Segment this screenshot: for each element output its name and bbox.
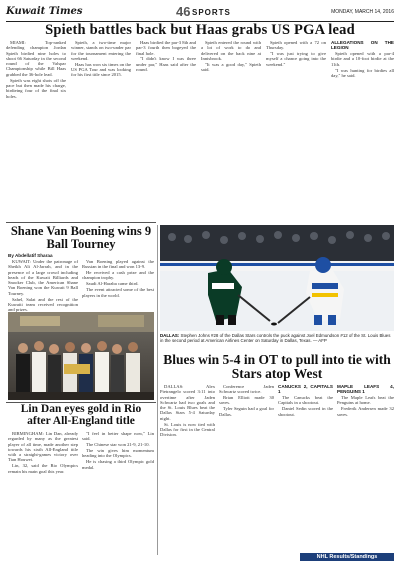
shane-paragraph: Sahel, Salat and the rest of the Kuwaiti team received recognition and prizes. (8, 296, 78, 313)
headline-lin-dan: Lin Dan eyes gold in Rio after All-England title (20, 403, 142, 427)
spieth-column-5 (266, 40, 326, 140)
blues-paragraph: Tyler Seguin had a goal for Dallas. (219, 406, 274, 417)
spieth-paragraph: Spieth opened with a par-4 birdie and a 10-foot birdie at the 11th. (331, 51, 394, 67)
hockey-photo-caption (160, 333, 394, 351)
headline-spieth: Spieth battles back but Haas grabs US PGA lead (45, 22, 355, 38)
blues-subhead: MAPLE LEAFS 4, PENGUINS 1 (337, 384, 394, 395)
blues-column-2 (219, 384, 274, 550)
blues-column-1 (160, 384, 215, 550)
spieth-paragraph: Spieth entered the round with a lot of work to do and delivered on the back nine at Innisbrook. (201, 40, 261, 61)
spieth-column-3 (136, 40, 196, 140)
spieth-column-6 (331, 40, 394, 140)
spieth-paragraph: Spieth opened with a 72 on Thursday. (266, 40, 326, 51)
newspaper-brand: Kuwait Times (6, 6, 83, 17)
caption-dateline: DALLAS: (160, 333, 180, 338)
spieth-paragraph: MIAMI: Top-ranked defending champion Jordan Spieth birdied nine holes to shoot 66 Saturday in the second round of the Valspar Championship while Bill Haas grabbed the 36-hole lead. (6, 40, 66, 77)
nhl-results-link[interactable]: NHL Results/Standings (300, 553, 394, 561)
lin-paragraph: Lin, 32, said the Rio Olympics remain his main goal this year. (8, 463, 78, 474)
blues-paragraph: Frederik Andersen made 32 saves. (337, 406, 394, 417)
lin-paragraph: BIRMINGHAM: Lin Dan, already regarded by many as the greatest player of all time, made another step towards his sixth All-England title with a straight-games victory over Tian Houwei. (8, 431, 78, 463)
shane-paragraph: He received a cash prize and the champion trophy. (82, 270, 154, 281)
shane-paragraph: The event attracted some of the best players in the world. (82, 287, 154, 298)
blues-paragraph: St. Louis is now tied with Dallas for first in the Central Division. (160, 421, 215, 438)
blues-subhead: CANUCKS 2, CAPITALS 1 (278, 384, 333, 395)
column-divider (157, 225, 158, 555)
shane-column-2 (82, 259, 154, 309)
blues-paragraph: Conference Jaden Schwartz scored twice. (219, 384, 274, 395)
spieth-paragraph: "It was a good day," Spieth said. (201, 61, 261, 73)
lin-paragraph: The win gives him momentum heading into the Olympics. (82, 448, 154, 459)
spieth-column-1 (6, 40, 66, 140)
shane-paragraph: KUWAIT: Under the patronage of Sheikh Ali Al-Jarrah, and in the presence of a large crowd including heads of the Kuwait Billiards and Snooker Club, the American Shane Van Boening won the Kuwait 9 Ball Tourney. (8, 259, 78, 296)
billiards-ceremony-photo (8, 312, 154, 400)
headline-shane: Shane Van Boening wins 9 Ball Tourney (10, 224, 152, 251)
caption-text: Stephen Johns #28 of the Dallas Stars controls the puck against Joel Edmundson #12 of the St. Louis Blues in the second period at American Airlines Center on Saturday in Dallas, Texas. — AFP (160, 333, 391, 343)
page-number: 46 (176, 4, 191, 19)
spieth-paragraph: "I was hunting for birdies all day," he said. (331, 67, 394, 78)
lin-paragraph: He is chasing a third Olympic gold medal. (82, 459, 154, 470)
blues-paragraph: The Canucks beat the Capitals in a shootout. (278, 395, 333, 406)
blues-paragraph: Brian Elliott made 30 saves. (219, 395, 274, 406)
blues-paragraph: DALLAS: Alex Pietrangelo scored 3:11 into overtime after Jaden Schwartz had two goals and the St. Louis Blues beat the Dallas Stars 5-4 Saturday night. (160, 384, 215, 421)
spieth-column-2 (71, 40, 131, 140)
issue-date: MONDAY, MARCH 14, 2016 (331, 9, 394, 15)
blues-column-4 (337, 384, 394, 550)
blues-paragraph: The Maple Leafs beat the Penguins at home. (337, 395, 394, 406)
section-divider (6, 222, 156, 223)
masthead (6, 4, 394, 22)
spieth-paragraph: Haas birdied the par-3 8th and par-3 fourth then bogeyed the final hole. (136, 40, 196, 56)
shane-column-1 (8, 259, 78, 313)
spieth-paragraph: Spieth was eight shots off the pace but then made his charge, birdieing four of the final six holes. (6, 77, 66, 99)
spieth-paragraph: Haas has won six times on the US PGA Tour and was looking for his first title since 2015. (71, 61, 131, 78)
blues-column-3 (278, 384, 333, 550)
lin-paragraph: "I feel in better shape now," Lin said. (82, 431, 154, 442)
spieth-column-4 (201, 40, 261, 140)
byline-shane: By Abdellatif Sharaa (8, 253, 53, 258)
shane-paragraph: Van Boening played against the Russian in the final and won 13-9. (82, 259, 154, 270)
shane-paragraph: Saudi Al-Haraba came third. (86, 281, 139, 287)
lin-column-1 (8, 431, 78, 551)
spieth-subhead: ALLEGATIONS ON THE LEGION (331, 40, 394, 51)
lin-column-2 (82, 431, 154, 551)
hockey-photo (160, 225, 394, 331)
section-title: SPORTS (192, 8, 231, 17)
headline-blues: Blues win 5-4 in OT to pull into tie with Stars atop West (163, 352, 391, 381)
spieth-paragraph: "I didn't know I was three under par," Haas said after the round. (136, 56, 196, 73)
spieth-paragraph: Spieth, a two-time major winner, stands on two-under par for the tournament entering the weekend. (71, 40, 131, 61)
blues-paragraph: Daniel Sedin scored in the shootout. (278, 406, 333, 417)
spieth-paragraph: "I was just trying to give myself a chance going into the weekend." (266, 51, 326, 67)
lin-paragraph: The Chinese star won 21-9, 21-10. (86, 442, 150, 448)
